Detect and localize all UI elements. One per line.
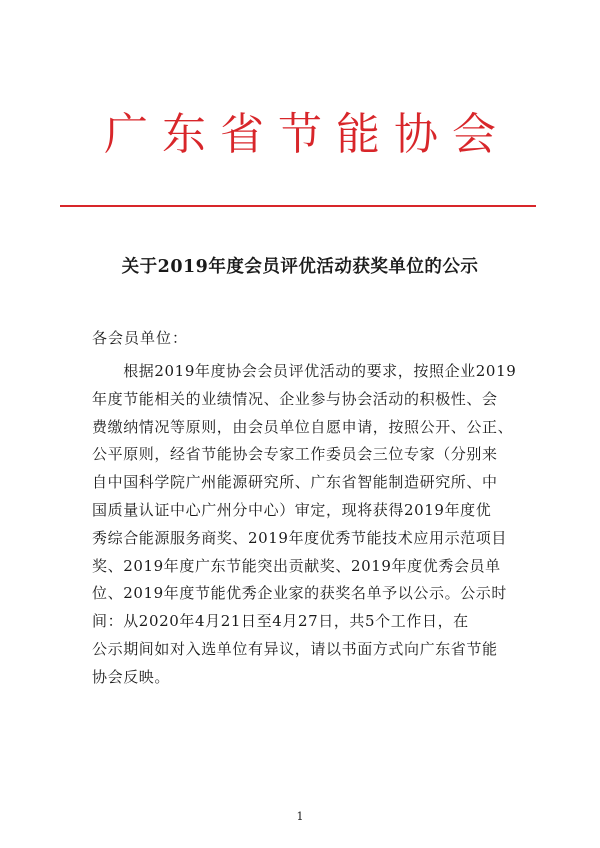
body-line: 费缴纳情况等原则，由会员单位自愿申请，按照公开、公正、 (92, 417, 514, 436)
body-line: 根据2019年度协会会员评优活动的要求，按照企业2019 (92, 362, 517, 380)
body-line: 国质量认证中心广州分中心）审定，现将获得2019年度优 (92, 500, 492, 519)
body-paragraph (92, 358, 522, 692)
body-line: 协会反映。 (92, 667, 171, 686)
body-line: 自中国科学院广州能源研究所、广东省智能制造研究所、中 (92, 473, 498, 492)
page-number: 1 (296, 810, 304, 823)
body-line: 秀综合能源服务商奖、2019年度优秀节能技术应用示范项目 (92, 528, 507, 547)
document-title: 关于2019年度会员评优活动获奖单位的公示 (121, 257, 479, 277)
body-line: 公平原则，经省节能协会专家工作委员会三位专家（分别来 (92, 445, 498, 464)
letterhead-divider (60, 205, 536, 207)
body-line: 奖、2019年度广东节能突出贡献奖、2019年度优秀会员单 (92, 556, 501, 575)
body-line: 间：从2020年4月21日至4月27日，共5个工作日，在 (92, 612, 469, 631)
body-line: 公示期间如对入选单位有异议，请以书面方式向广东省节能 (92, 639, 498, 658)
body-line: 位、2019年度节能优秀企业家的获奖名单予以公示。公示时 (92, 584, 507, 603)
body-line: 年度节能相关的业绩情况、企业参与协会活动的积极性、会 (92, 389, 498, 408)
letterhead-title: 广东省节能协会 (104, 109, 510, 160)
salutation: 各会员单位： (92, 329, 189, 347)
